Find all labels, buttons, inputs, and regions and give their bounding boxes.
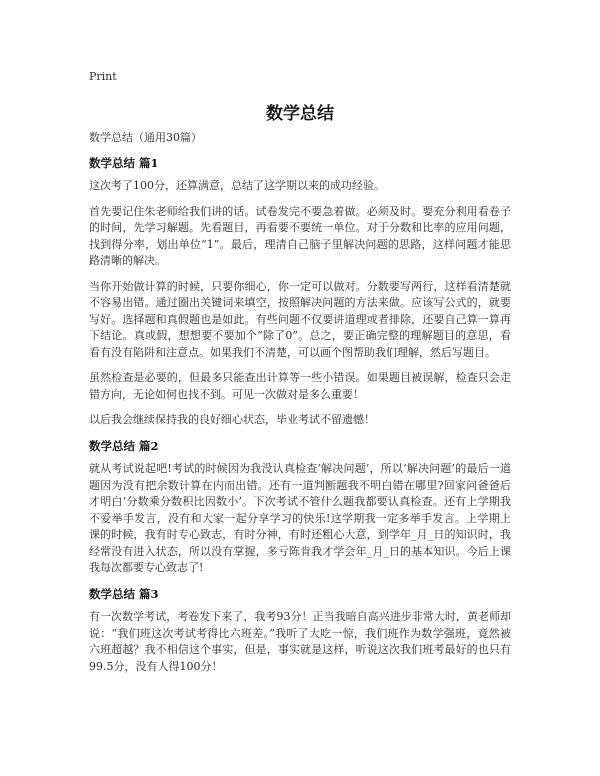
paragraph: 首先要记住朱老师给我们讲的话。试卷发完不要急着做。必须及时。要充分利用看卷子的时间，先学习解题。先看题目，再看要不要统一单位。对于分数和比率的应用问题，找到得分率，划出单位“1”。最后，理清自己脑子里解决问题的思路，这样问题才能思路清晰的解决。 (89, 204, 511, 267)
paragraph: 以后我会继续保持我的良好细心状态，毕业考试不留遗憾！ (89, 413, 375, 426)
section-2 (89, 438, 511, 577)
subtitle: 数学总结（通用30篇） (89, 131, 202, 144)
section-heading: 数学总结 篇3 (89, 586, 159, 601)
section-heading: 数学总结 篇2 (89, 438, 159, 453)
section-3 (89, 586, 511, 676)
paragraph: 就从考试说起吧!考试的时候因为我没认真检查‘解决问题’，所以‘解决问题’的最后一道题因为没有把余数计算在内而出错。还有一道判断题我不明白错在哪里?回家问爸爸后才明白‘分数乘分数积比因数小’。下次考试不管什么题我都要认真检查。还有上学期我不爱举手发言，没有和大家一起分享学习的快乐!这学期我一定多举手发言。上学期上课的时候，我有时专心致志，有时分神，有时还粗心大意，到学年_月_日的知识时，我经常没有进入状态，所以没有掌握，多亏陈肯我才学会年_月_日的基本知识。今后上课我每次都要专心致志了! (89, 462, 511, 574)
document-body (89, 130, 511, 684)
paragraph: 当你开始做计算的时候，只要你细心，你一定可以做对。分数要写两行，这样看清楚就不容易出错。通过圈出关键词来填空，按照解决问题的方法来做。应该写公式的，就要写好。选择题和真假题也是如此。有些问题不仅要讲道理或者排除，还要自己算一算再下结论。真或假，想想要不要加个“除了0”。总之，要正确完整的理解题目的意思，看看有没有陷阱和注意点。如果我们不清楚，可以画个图帮助我们理解，然后写题目。 (89, 279, 511, 359)
paragraph: 有一次数学考试，考卷发下来了，我考93分！正当我暗自高兴进步非常大时，黄老师却说：“我们班这次考试考得比六班差。”我听了大吃一惊，我们班作为数学强班，竟然被六班超越？我不相信这个事实，但是，事实就是这样，听说这次我们班考最好的也只有99.5分，没有人得100分！ (89, 610, 511, 673)
paragraph: 这次考了100分，还算满意，总结了这学期以来的成功经验。 (89, 179, 385, 192)
paragraph: 虽然检查是必要的，但最多只能查出计算等一些小错误。如果题目被误解，检查只会走错方向，无论如何也找不到。可见一次做对是多么重要！ (89, 371, 511, 401)
print-label[interactable]: Print (89, 70, 117, 83)
section-heading: 数学总结 篇1 (89, 155, 159, 170)
page-title: 数学总结 (266, 104, 334, 124)
section-1 (89, 155, 511, 429)
